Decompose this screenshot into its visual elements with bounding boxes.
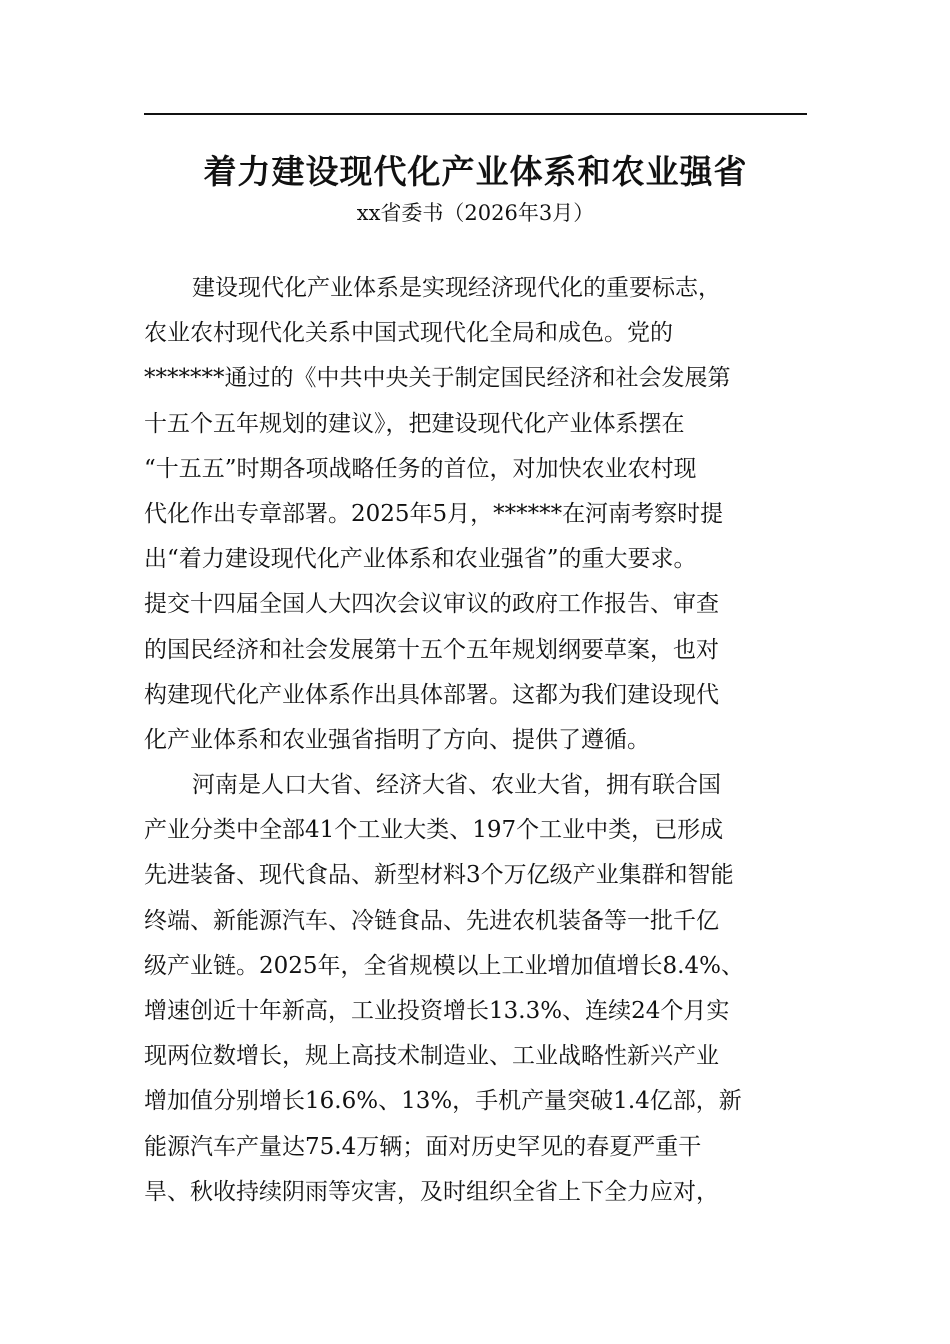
- paragraph-line: 终端、新能源汽车、冷链食品、先进农机装备等一批千亿: [144, 907, 719, 934]
- document-subtitle: xx省委书（2026年3月）: [356, 201, 595, 225]
- paragraph-2: [144, 763, 814, 1215]
- paragraph-line: *******通过的《中共中央关于制定国民经济和社会发展第: [144, 365, 731, 392]
- paragraph-line: 先进装备、现代食品、新型材料3个万亿级产业集群和智能: [144, 862, 734, 889]
- paragraph-line: 产业分类中全部41个工业大类、197个工业中类，已形成: [144, 817, 724, 844]
- paragraph-line: 增速创近十年新高，工业投资增长13.3%、连续24个月实: [144, 998, 730, 1024]
- paragraph-line: 旱、秋收持续阴雨等灾害，及时组织全省上下全力应对，: [144, 1178, 719, 1205]
- paragraph-1: [144, 266, 814, 763]
- paragraph-line: 提交十四届全国人大四次会议审议的政府工作报告、审查: [144, 591, 719, 618]
- paragraph-line: 构建现代化产业体系作出具体部署。这都为我们建设现代: [144, 681, 719, 708]
- paragraph-line: 出“着力建设现代化产业体系和农业强省”的重大要求。: [144, 546, 697, 573]
- document-body: [144, 266, 814, 1215]
- paragraph-line: 十五个五年规划的建议》，把建设现代化产业体系摆在: [144, 410, 685, 437]
- paragraph-line: 农业农村现代化关系中国式现代化全局和成色。党的: [144, 320, 673, 347]
- paragraph-line: 增加值分别增长16.6%、13%，手机产量突破1.4亿部，新: [144, 1088, 742, 1115]
- document-title: 着力建设现代化产业体系和农业强省: [203, 152, 748, 191]
- paragraph-line: 建设现代化产业体系是实现经济现代化的重要标志，: [192, 275, 721, 301]
- paragraph-line: 能源汽车产量达75.4万辆；面对历史罕见的春夏严重干: [144, 1133, 702, 1160]
- paragraph-line: 代化作出专章部署。2025年5月，******在河南考察时提: [144, 500, 724, 527]
- header-rule: [144, 113, 807, 115]
- paragraph-line: “十五五”时期各项战略任务的首位，对加快农业农村现: [144, 455, 697, 482]
- paragraph-line: 级产业链。2025年，全省规模以上工业增加值增长8.4%、: [144, 952, 744, 979]
- paragraph-line: 的国民经济和社会发展第十五个五年规划纲要草案，也对: [144, 636, 719, 663]
- paragraph-line: 化产业体系和农业强省指明了方向、提供了遵循。: [144, 726, 650, 753]
- paragraph-line: 现两位数增长，规上高技术制造业、工业战略性新兴产业: [144, 1043, 719, 1070]
- paragraph-line: 河南是人口大省、经济大省、农业大省，拥有联合国: [192, 772, 721, 799]
